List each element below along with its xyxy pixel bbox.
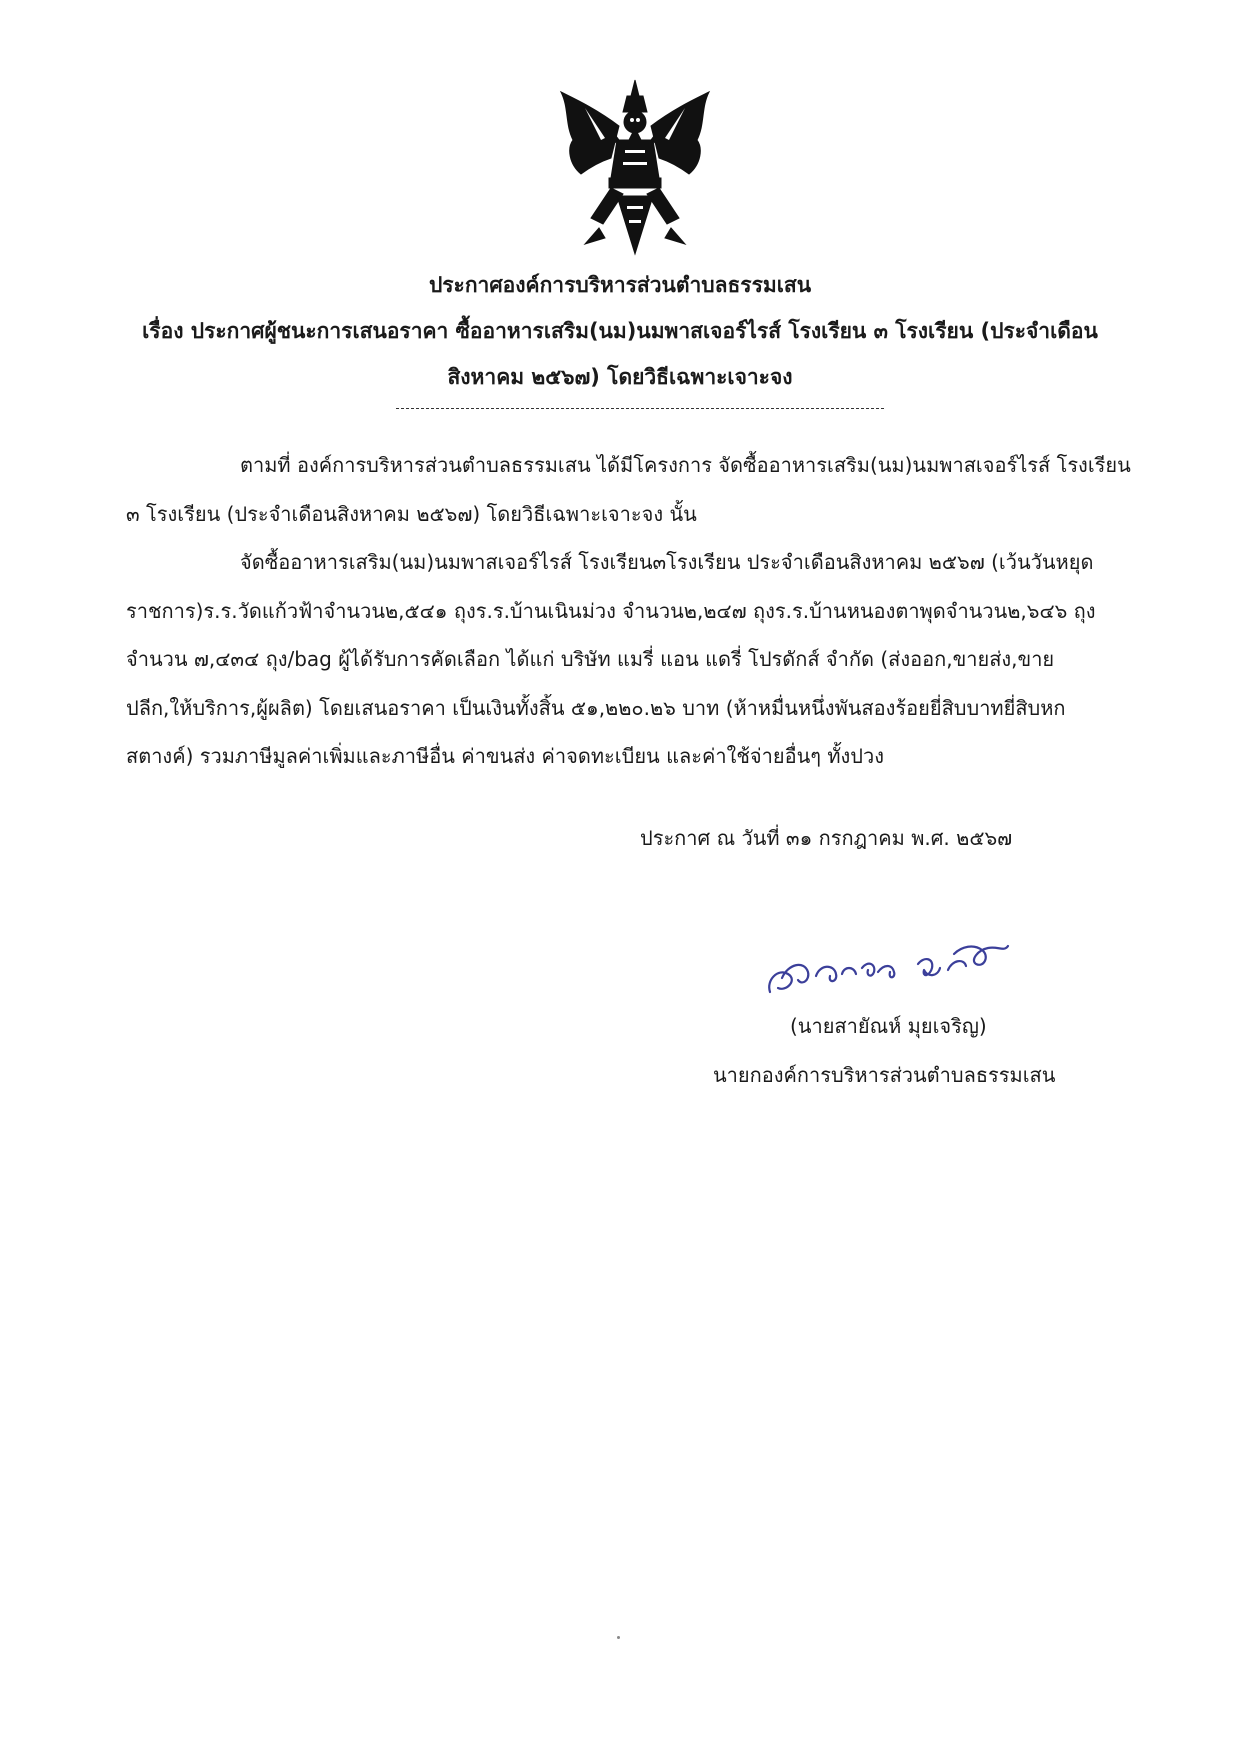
announcement-date: ประกาศ ณ วันที่ ๓๑ กรกฎาคม พ.ศ. ๒๕๖๗ <box>640 826 1013 850</box>
garuda-emblem-icon <box>555 78 715 258</box>
announcement-subject-line-1: เรื่อง ประกาศผู้ชนะการเสนอราคา ซื้ออาหารเสริม(นม)นมพาสเจอร์ไรส์ โรงเรียน ๓ โรงเรียน (ประจำเดือน <box>142 319 1098 343</box>
body-line-5: จำนวน ๗,๔๓๔ ถุง/bag ผู้ได้รับการคัดเลือก ได้แก่ บริษัท แมรี่ แอน แดรี่ โปรดักส์ จำกัด (ส่งออก,ขายส่ง,ขาย <box>126 647 1055 671</box>
announcement-subject-line-2: สิงหาคม ๒๕๖๗) โดยวิธีเฉพาะเจาะจง <box>447 365 793 389</box>
body-line-1: ตามที่ องค์การบริหารส่วนตำบลธรรมเสน ได้มีโครงการ จัดซื้ออาหารเสริม(นม)นมพาสเจอร์ไรส์ โรงเรียน <box>240 453 1131 477</box>
body-line-4: ราชการ)ร.ร.วัดแก้วฟ้าจำนวน๒,๕๔๑ ถุงร.ร.บ้านเนินม่วง จำนวน๒,๒๔๗ ถุงร.ร.บ้านหนองตาพุดจำนวน๒,๖๔๖ ถุง <box>126 599 1096 623</box>
scan-speck <box>617 1636 620 1639</box>
signatory-name: (นายสายัณห์ มุยเจริญ) <box>790 1014 987 1038</box>
signatory-position: นายกองค์การบริหารส่วนตำบลธรรมเสน <box>713 1063 1056 1087</box>
body-line-3: จัดซื้ออาหารเสริม(นม)นมพาสเจอร์ไรส์ โรงเรียน๓โรงเรียน ประจำเดือนสิงหาคม ๒๕๖๗ (เว้นวันหยุด <box>240 550 1094 574</box>
handwritten-signature <box>758 920 1038 1010</box>
body-line-7: สตางค์) รวมภาษีมูลค่าเพิ่มและภาษีอื่น ค่าขนส่ง ค่าจดทะเบียน และค่าใช้จ่ายอื่นๆ ทั้งปวง <box>126 744 884 768</box>
dashed-divider <box>396 408 884 409</box>
announcement-title: ประกาศองค์การบริหารส่วนตำบลธรรมเสน <box>428 273 812 297</box>
body-line-2: ๓ โรงเรียน (ประจำเดือนสิงหาคม ๒๕๖๗) โดยวิธีเฉพาะเจาะจง นั้น <box>126 502 697 526</box>
body-line-6: ปลีก,ให้บริการ,ผู้ผลิต) โดยเสนอราคา เป็นเงินทั้งสิ้น ๕๑,๒๒๐.๒๖ บาท (ห้าหมื่นหนึ่งพันสองร้อยยี่สิบบาทยี่สิบหก <box>126 696 1066 720</box>
